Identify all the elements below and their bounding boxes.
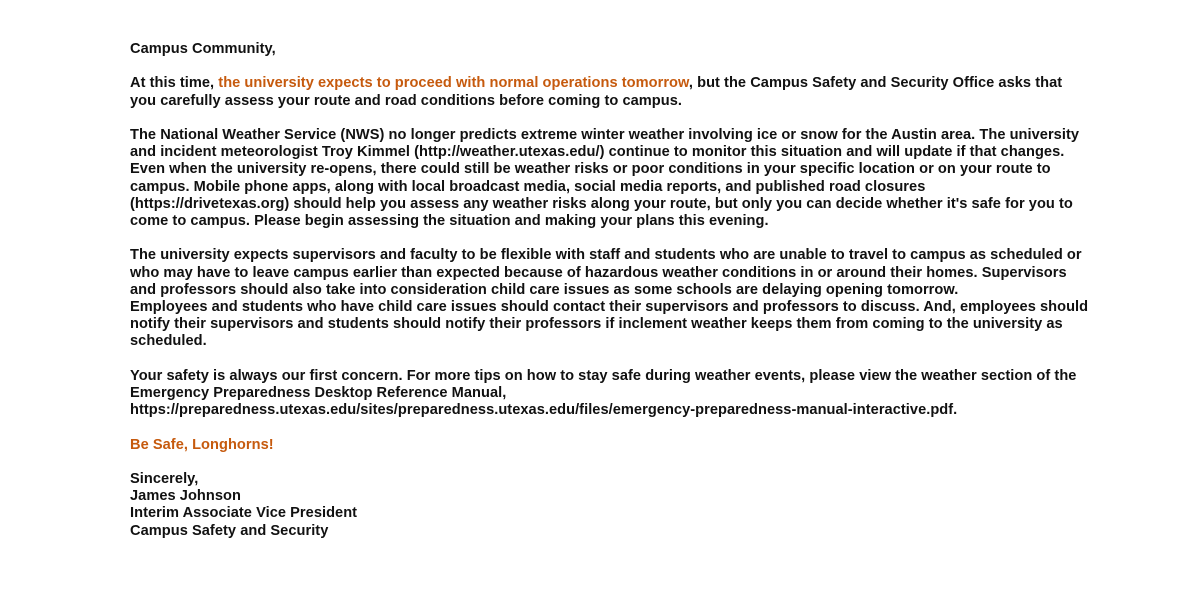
safety-paragraph-line: Emergency Preparedness Desktop Reference Manual,	[130, 385, 507, 401]
weather-paragraph-line: come to campus. Please begin assessing the situation and making your plans this evening.	[130, 213, 769, 229]
operations-prefix: At this time,	[130, 75, 219, 92]
flexibility-paragraph-line: The university expects supervisors and faculty to be flexible with staff and students who are unable to travel to campus as scheduled or	[130, 247, 1082, 264]
operations-paragraph	[130, 75, 1080, 109]
flexibility-paragraph-line: Employees and students who have child care issues should contact their supervisors and professors to discuss. And, employees should	[130, 299, 1089, 315]
signer-title: Interim Associate Vice President	[130, 505, 358, 522]
safety-paragraph	[130, 368, 1080, 420]
operations-suffix: , but the Campus Safety and Security Office asks that	[688, 75, 1063, 92]
preparedness-manual-url: https://preparedness.utexas.edu/sites/preparedness.utexas.edu/files/emergency-preparedness-manual-interactive.pdf.	[130, 402, 958, 419]
safety-paragraph-line: Your safety is always our first concern. For more tips on how to stay safe during weather events, please view the weather section of the	[130, 367, 1077, 384]
flexibility-paragraph-line: scheduled.	[130, 333, 207, 350]
weather-paragraph-line: The National Weather Service (NWS) no longer predicts extreme winter weather involving ice or snow for the Austin area. The university	[130, 126, 1080, 143]
flexibility-paragraph	[130, 247, 1089, 350]
flexibility-paragraph-line: notify their supervisors and students should notify their professors if inclement weather keeps them from coming to the university as	[130, 316, 1063, 333]
normal-operations-highlight: the university expects to proceed with normal operations tomorrow	[218, 75, 689, 92]
signer-department: Campus Safety and Security	[130, 522, 329, 539]
weather-paragraph-line: Even when the university re-opens, there could still be weather risks or poor conditions in your specific location or on your route to	[130, 161, 1051, 178]
weather-paragraph	[130, 127, 1080, 230]
salutation	[130, 41, 1080, 58]
flexibility-paragraph-line: and professors should also take into consideration child care issues as some schools are delaying opening tomorrow.	[130, 281, 959, 298]
weather-paragraph-line: (https://drivetexas.org) should help you assess any weather risks along your route, but only you can decide whether it's safe for you to	[130, 195, 1073, 212]
closing: Sincerely,	[130, 470, 199, 487]
operations-paragraph-line-2: you carefully assess your route and road conditions before coming to campus.	[130, 92, 682, 109]
motto-text: Be Safe, Longhorns!	[130, 436, 274, 453]
weather-paragraph-line: and incident meteorologist Troy Kimmel (http://weather.utexas.edu/) continue to monitor this situation and will update if that changes.	[130, 144, 1065, 161]
announcement-letter	[130, 41, 1089, 557]
signature-block	[130, 471, 1080, 540]
salutation-text: Campus Community,	[130, 41, 276, 57]
motto	[130, 437, 1080, 454]
signer-name: James Johnson	[130, 488, 241, 505]
flexibility-paragraph-line: who may have to leave campus earlier than expected because of hazardous weather conditions in or around their homes. Supervisors	[130, 264, 1067, 281]
weather-paragraph-line: campus. Mobile phone apps, along with local broadcast media, social media reports, and published road closures	[130, 178, 926, 195]
operations-paragraph-line-1	[130, 75, 1080, 92]
